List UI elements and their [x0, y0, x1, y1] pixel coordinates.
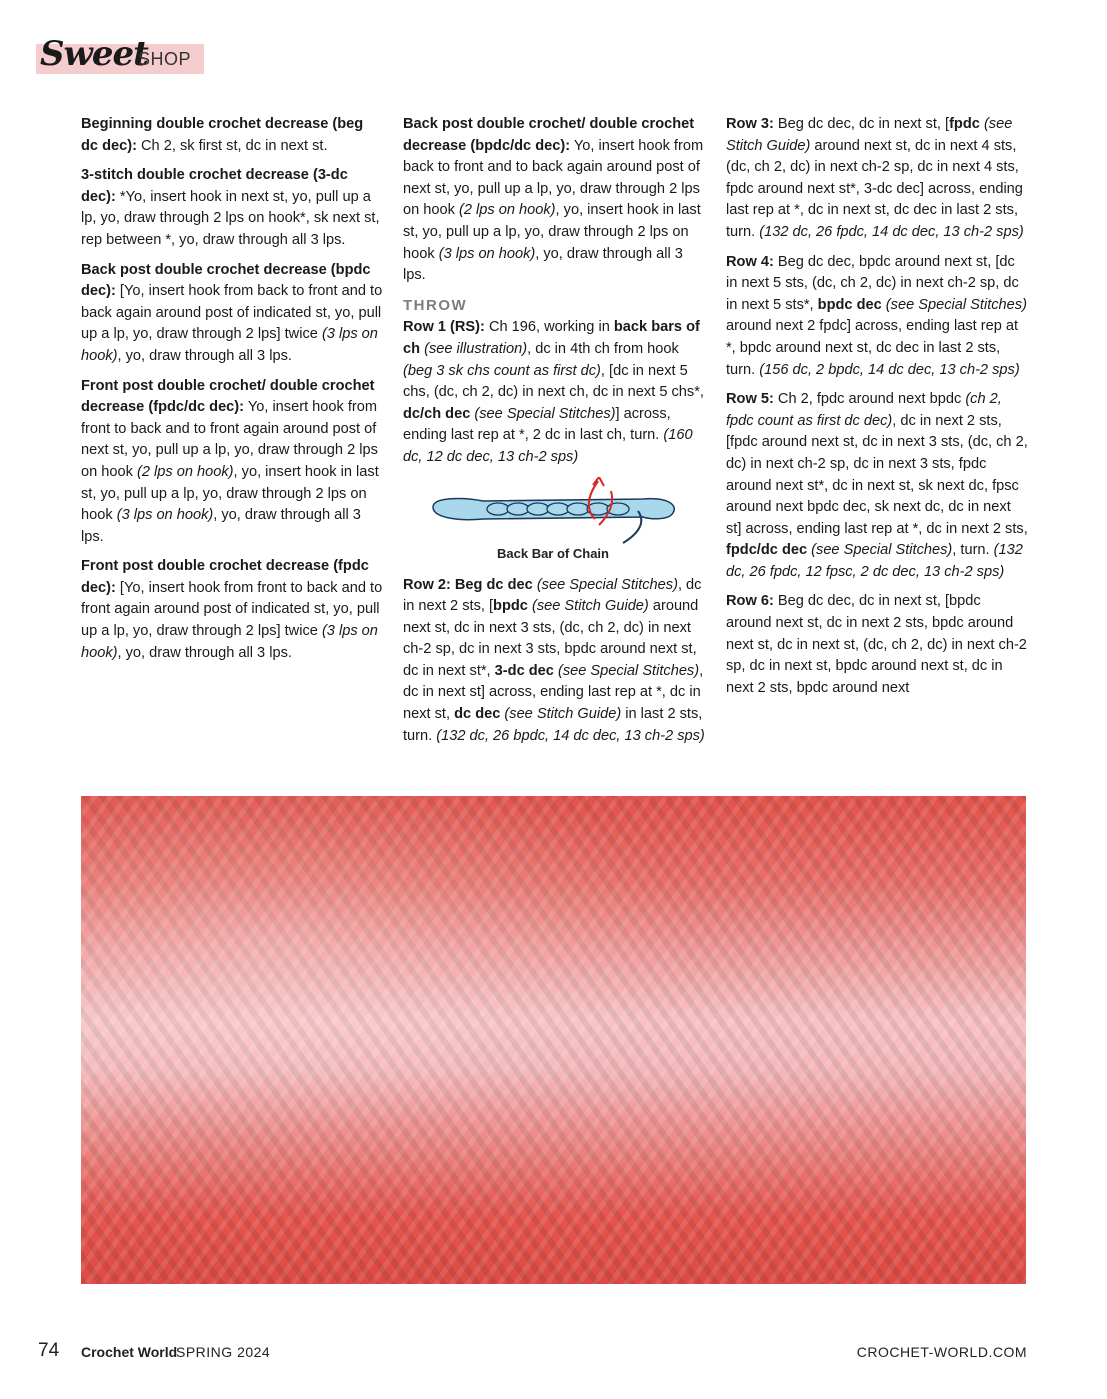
row-3-instructions [726, 114, 1028, 244]
text: Ch 2, fpdc around next bpdc [773, 391, 966, 408]
paragraph-3-dc-dec [81, 165, 383, 251]
text: , dc in next 2 sts, [ [403, 576, 702, 615]
stitch-count: (132 dc, 26 fpdc, 12 fpsc, 2 dc dec, 13 ch-2 sps) [726, 542, 1023, 580]
text: Ch 196, working in [484, 319, 614, 336]
text: around next st, dc in next 4 sts, (dc, ch 2, dc) in next ch-2 sp, dc in next 4 sts, fpdc around next st*, 3-dc dec] across, ending last rep at *, dc in next st, dc dec in last 2 sts, turn. [726, 137, 1023, 240]
row-label: Row 1 (RS): [403, 319, 485, 336]
text: in last 2 sts, turn. [403, 706, 703, 744]
emphasis: fpdc/dc dec [726, 542, 808, 559]
stitch-count: (132 dc, 26 fpdc, 14 dc dec, 13 ch-2 sps) [759, 223, 1024, 240]
text-column-1 [81, 114, 383, 672]
paragraph-fpdc-dc-dec [81, 376, 383, 549]
text: , [dc in next 5 chs, (dc, ch 2, dc) in next ch, dc in next 5 chs*, [403, 362, 704, 401]
definition: *Yo, insert hook in next st, yo, pull up a lp, yo, draw through 2 lps on hook*, sk next st, rep between *, yo, draw through all 3 lps. [81, 188, 380, 248]
term: Beginning double crochet decrease (beg dc dec): [81, 116, 364, 154]
note: (2 lps on hook) [137, 463, 234, 480]
definition: [Yo, insert hook from back to front and to back again around post of indicated st, yo, pull up a lp, yo, draw through 2 lps] twice [81, 283, 383, 343]
emphasis: bpdc [493, 598, 528, 615]
note: (see Stitch Guide) [726, 116, 1013, 154]
term: Front post double crochet/ double crochet decrease (fpdc/dc dec): [81, 377, 375, 416]
header-script-word: Sweet [40, 34, 148, 74]
paragraph-fpdc-dec [81, 556, 383, 664]
definition: Yo, insert hook from back to front and to back again around post of next st, yo, pull up a lp, yo, draw through 2 lps on hook [403, 137, 704, 219]
row-label: Row 5: [726, 391, 774, 408]
text: ] across, ending last rep at *, 2 dc in last ch, turn. [403, 405, 671, 444]
row-label: Row 3: [726, 116, 774, 132]
note: (see Stitch Guide) [531, 598, 649, 615]
text: , dc in 4th ch from hook [527, 340, 679, 357]
emphasis: 3-dc dec [494, 662, 554, 679]
magazine-name: Crochet World [81, 1344, 178, 1360]
text-column-3 [726, 114, 1028, 707]
term: 3-stitch double crochet decrease (3-dc dec): [81, 167, 348, 205]
emphasis: dc dec [454, 706, 501, 723]
emphasis: dc/ch dec [403, 405, 471, 422]
text-column-2 [403, 114, 705, 755]
note: (see Special Stitches) [557, 662, 700, 679]
note: (beg 3 sk chs count as first dc) [403, 362, 601, 379]
row-label: Row 4: [726, 253, 774, 270]
note: (3 lps on hook) [81, 623, 378, 661]
text: , dc in next 2 sts, [fpdc around next st, dc in next 3 sts, (dc, ch 2, dc) in next ch-2 sp, dc in next 3 sts, fpdc around next st*, dc in next st, sk next dc, fpsc around next bpdc dec, sk next dc, dc in next st] across, ending last rep at *, dc in next 2 sts, [726, 412, 1028, 537]
note: (ch 2, fpdc count as first dc dec) [726, 391, 1002, 429]
section-heading-throw: THROW [403, 296, 468, 314]
paragraph-bpdc-dec [81, 260, 383, 368]
row-2-instructions [403, 575, 705, 748]
row-1-instructions [403, 317, 705, 468]
text: , turn. [952, 542, 994, 559]
note: (see Stitch Guide) [504, 706, 622, 723]
note: (see Special Stitches) [536, 576, 678, 593]
row-5-instructions [726, 389, 1028, 583]
note: (3 lps on hook) [116, 507, 214, 524]
definition: , yo, insert hook in last st, yo, pull up a lp, yo, draw through 2 lps on hook [81, 463, 379, 524]
paragraph-beg-dc-dec [81, 114, 383, 157]
text: Beg dc dec, dc in next st, [bpdc around next st, dc in next 2 sts, bpdc around next st, dc in next st, (dc, ch 2, dc) in next ch-2 sp, dc in next st, bpdc around next st, dc in next 2 sts, bpdc around next [726, 593, 1027, 696]
text: around next st, dc in next 3 sts, (dc, ch 2, dc) in next ch-2 sp, dc in next 3 sts, bpdc around next st, dc in next st*, [403, 598, 699, 679]
definition: , yo, draw through all 3 lps. [81, 507, 361, 545]
note: (see Special Stitches) [474, 405, 616, 422]
definition: , yo, draw through all 3 lps. [117, 644, 292, 661]
crochet-stitch-photo [81, 796, 1026, 1284]
note: (see illustration) [424, 340, 528, 357]
row-label: Row 2: Beg dc dec [403, 576, 533, 593]
definition: Ch 2, sk first st, dc in next st. [136, 137, 328, 154]
definition: , yo, draw through all 3 lps. [403, 245, 683, 284]
emphasis: back bars of ch [403, 319, 700, 357]
definition: , yo, insert hook in last st, yo, pull up a lp, yo, draw through 2 lps on hook [403, 202, 701, 262]
text: Beg dc dec, bpdc around next st, [dc in next 5 sts, (dc, ch 2, dc) in next ch-2 sp, dc in next 5 sts*, [726, 253, 1019, 313]
definition: Yo, insert hook from front to back and to front again around post of next st, yo, pull up a lp, yo, draw through 2 lps on hook [81, 399, 378, 480]
note: (3 lps on hook) [438, 245, 536, 262]
text: , dc in next st] across, ending last rep at *, dc in next st, [403, 662, 704, 723]
stitch-count: (132 dc, 26 bpdc, 14 dc dec, 13 ch-2 sps) [436, 727, 705, 744]
definition: , yo, draw through all 3 lps. [117, 347, 292, 364]
row-6-instructions [726, 591, 1028, 699]
note: (see Special Stitches) [885, 296, 1027, 313]
chain-diagram-icon [423, 477, 683, 547]
paragraph-bpdc-dc-dec [403, 114, 705, 287]
page-number: 74 [38, 1340, 60, 1361]
note: (3 lps on hook) [81, 326, 378, 364]
definition: [Yo, insert hook from front to back and to front again around post of indicated st, yo, pull up a lp, yo, draw through 2 lps] twice [81, 579, 383, 640]
page-footer [0, 1340, 1107, 1370]
emphasis: bpdc dec [817, 296, 882, 313]
note: (2 lps on hook) [459, 202, 556, 219]
term: Back post double crochet decrease (bpdc dec): [81, 261, 371, 300]
stitch-count: (156 dc, 2 bpdc, 14 dc dec, 13 ch-2 sps) [759, 361, 1020, 378]
term: Front post double crochet decrease (fpdc dec): [81, 558, 369, 596]
figure-caption: Back Bar of Chain [497, 545, 609, 561]
term: Back post double crochet/ double crochet decrease (bpdc/dc dec): [403, 116, 695, 154]
emphasis: fpdc [949, 116, 980, 132]
text: Beg dc dec, dc in next st, [ [773, 116, 950, 132]
note: (see Special Stitches) [811, 542, 953, 559]
row-4-instructions [726, 252, 1028, 382]
text: around next 2 fpdc] across, ending last rep at *, bpdc around next st, dc dec in last 2 sts, turn. [726, 318, 1019, 378]
back-bar-of-chain-illustration [403, 477, 703, 567]
website-link[interactable]: CROCHET-WORLD.COM [856, 1344, 1027, 1360]
header-section-word: SHOP [138, 49, 192, 69]
issue-label: SPRING 2024 [176, 1344, 271, 1360]
stitch-count: (160 dc, 12 dc dec, 13 ch-2 sps) [403, 427, 693, 465]
row-label: Row 6: [726, 593, 774, 610]
